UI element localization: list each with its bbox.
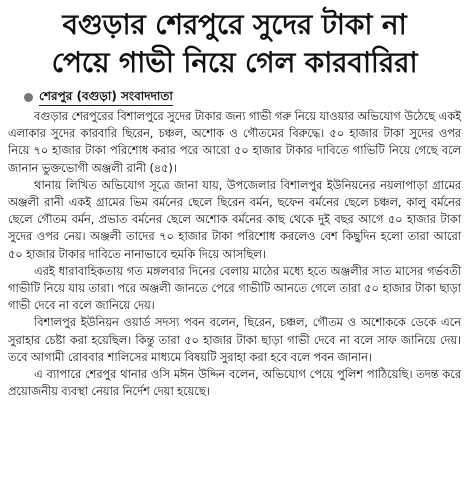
paragraph-3: এরই ধারাবাহিকতায় গত মঙ্গলবার দিনের বেলায় মাঠের মধ্যে হতে অঞ্জলীর সাত মাসের গর্ভবতী গাভীটি নিয়ে যায় তারা। পরে অঞ্জলী জানতে পেরে গাভীটি আনতে গেলে তারা ৫০ হাজার টাকা ছাড়া গাভী দেবে না বলে জানিয়ে দেয়। (8, 263, 461, 313)
headline-line-1: বগুড়ার শেরপুরে সুদের টাকা না (62, 8, 407, 41)
paragraph-2: থানায় লিখিত অভিযোগ সূত্রে জানা যায়, উপজেলার বিশালপুর ইউনিয়নের নয়লাপাড়া গ্রামের অঞ্জলী রানী একই গ্রামের ভিম বর্মনের ছেলে ছিরেন বর্মন, ছফেন বর্মনের ছেলে চঞ্চল, কালু বর্মনের ছেলে গৌতম বর্মন, প্রভাত বর্মনের ছেলে অশোক বর্মনের কাছ থেকে দুই বছর আগে ৫০ হাজার টাকা সুদের ওপর নেয়। অঞ্জলী তাদের ৭০ হাজার টাকা পরিশোধ করলেও বেশ কিছুদিন হলো তারা আরো ৫০ হাজার টাকার দাবিতে নানাভাবে হুমকি দিয়ে আসছিল। (8, 177, 461, 261)
paragraph-1: বগুড়ার শেরপুরের বিশালপুরে সুদের টাকার জন্য গাভী গরু নিয়ে যাওয়ার অভিযোগ উঠেছে একই এলাকার সুদের কারবারি ছিরেন, চঞ্চল, অশোক ও গৌতমের বিরুদ্ধে। ৫০ হাজার টাকা সুদের ওপর নিয়ে ৭০ হাজার টাকা পরিশোধ করার পরে আরো ৫০ হাজার টাকার দাবিতে গাভিটি নিয়ে গেছে বলে জানান ভুক্তভোগী অঞ্জলী রানী (৪৫)। (8, 109, 461, 175)
bullet-icon (24, 93, 33, 102)
paragraph-4: বিশালপুর ইউনিয়ন ওয়ার্ড সদস্য পবন বলেন, ছিরেন, চঞ্চল, গৌতম ও অশোককে ডেকে এনে সুরাহার চেষ্টা করা হয়েছিল। কিন্তু তারা ৫০ হাজার টাকা ছাড়া গাভী দেবে না বলে সাফ জানিয়ে দেয়। তবে আগামী রোববার শালিসের মাধ্যমে বিষয়টি সুরাহা করা হবে বলে পবন জানান। (8, 315, 461, 364)
article-body (8, 108, 461, 400)
paragraph-5: এ ব্যাপারে শেরপুর থানার ওসি মঈন উদ্দিন বলেন, অভিযোগ পেয়ে পুলিশ পাঠিয়েছি। তদন্ত করে প্রয়োজনীয় ব্যবস্থা নেয়ার নির্দেশ দেয়া হয়েছে। (8, 367, 461, 399)
byline-row (8, 88, 461, 106)
headline-line-2: পেয়ে গাভী নিয়ে গেল কারবারিরা (51, 46, 418, 79)
headline (8, 6, 461, 82)
byline: শেরপুর (বগুড়া) সংবাদদাতা (39, 88, 173, 106)
